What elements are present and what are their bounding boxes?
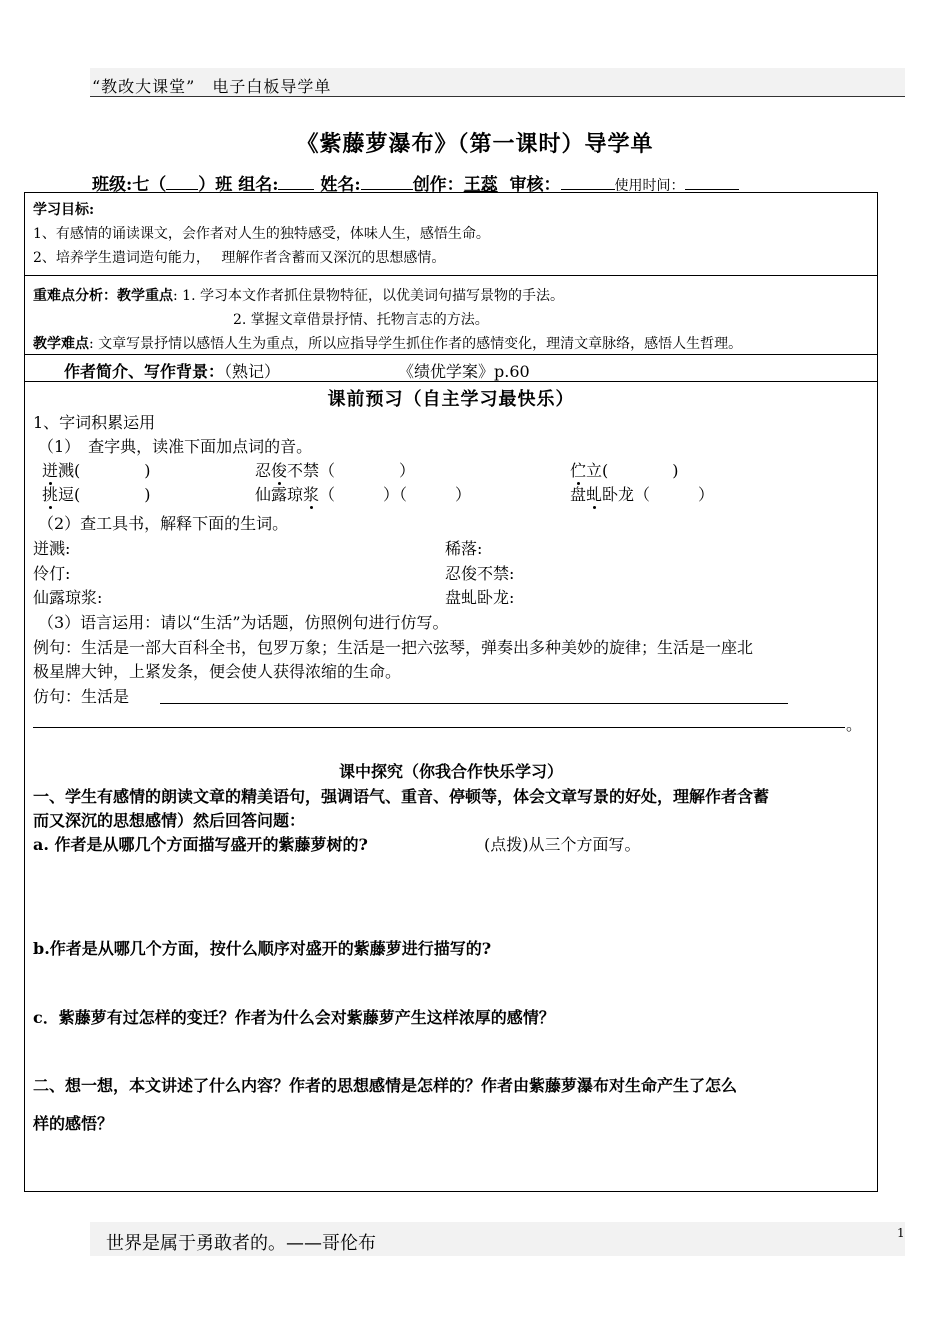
objectives-heading: 学习目标: (33, 202, 95, 218)
word-item-6: 盘虬卧龙（ ） (570, 485, 715, 504)
row-divider (24, 275, 878, 276)
preview-title: 课前预习（自主学习最快乐） (327, 389, 575, 410)
def-item-4: 忍俊不禁: (445, 564, 515, 583)
author-value: 王蕊 (463, 175, 498, 195)
review-blank[interactable] (561, 173, 615, 190)
time-blank[interactable] (685, 173, 739, 190)
imitate-fill-line-2[interactable] (33, 727, 845, 728)
class-blank[interactable] (166, 173, 198, 190)
key-point-1: : 1. 学习本文作者抓住景物特征，以优美词句描写景物的手法。 (173, 288, 564, 304)
preview-section-1-3: （3）语言运用：请以“生活”为话题，仿照例句进行仿写。 (38, 613, 449, 632)
word-item-2: 忍俊不禁（ ） (255, 461, 416, 480)
question-a: a. 作者是从哪几个方面描写盛开的紫藤萝树的? (33, 835, 368, 854)
footer-quote: 世界是属于勇敢者的。——哥伦布 (106, 1233, 376, 1254)
question-b: b.作者是从哪几个方面，按什么顺序对盛开的紫藤萝进行描写的? (33, 939, 492, 958)
explore-title: 课中探究（你我合作快乐学习） (338, 762, 563, 781)
example-line-2: 极星牌大钟，上紧发条，便会使人获得浓缩的生命。 (33, 662, 402, 681)
def-item-5: 仙露琼浆: (33, 588, 103, 607)
objective-item-2: 2、培养学生遣词造句能力， 理解作者含蓄而又深沉的思想感情。 (33, 250, 446, 266)
key-points-row-1 (33, 285, 564, 305)
difficulty-text: : 文章写景抒情以感悟人生为重点，所以应指导学生抓住作者的感情变化，理清文章脉络，感悟人生哲理。 (89, 336, 743, 352)
word-item-4: 挑逗( ) (42, 485, 151, 504)
group-label: 组名: (238, 175, 279, 195)
question-2-line-2: 样的感悟？ (33, 1114, 114, 1133)
def-item-6: 盘虬卧龙: (445, 588, 515, 607)
question-1-line-2: 而又深沉的思想感情）然后回答问题： (33, 811, 306, 830)
word-item-3: 伫立( ) (570, 461, 679, 480)
difficulty-row (33, 333, 742, 353)
imitate-label: 仿句：生活是 (33, 687, 130, 706)
def-item-3: 伶仃: (33, 564, 71, 583)
imitate-period: 。 (846, 715, 863, 734)
author-label: 创作： (412, 175, 464, 195)
def-item-2: 稀落: (445, 539, 483, 558)
question-a-hint: (点拨)从三个方面写。 (484, 835, 641, 854)
question-2-line-1: 二、想一想，本文讲述了什么内容？作者的思想感情是怎样的？作者由紫藤萝瀑布对生命产生了怎么 (33, 1076, 738, 1095)
header-text: “教改大课堂” 电子白板导学单 (92, 77, 332, 96)
question-1-line-1: 一、学生有感情的朗读文章的精美语句，强调语气、重音、停顿等，体会文章写景的好处，理解作者含蓄 (33, 787, 770, 806)
page-title: 《紫藤萝瀑布》（第一课时）导学单 (296, 131, 654, 157)
word-item-1: 迸溅( ) (42, 461, 151, 480)
preview-section-1-2: （2）查工具书，解释下面的生词。 (38, 514, 289, 533)
difficulty-heading: 教学难点 (33, 336, 89, 352)
page-number: 1 (897, 1226, 905, 1240)
time-label: 使用时间： (614, 178, 685, 194)
class-suffix: ）班 (198, 175, 233, 195)
preview-section-1-1: （1） 查字典，读准下面加点词的音。 (38, 437, 313, 456)
example-line-1: 例句：生活是一部大百科全书，包罗万象；生活是一把六弦琴，弹奏出多种美妙的旋律；生活是一座北 (33, 638, 754, 657)
name-label: 姓名: (320, 175, 361, 195)
key-point-2: 2. 掌握文章借景抒情、托物言志的方法。 (233, 312, 489, 328)
review-label: 审核： (509, 175, 561, 195)
preview-section-1: 1、字词积累运用 (33, 413, 156, 432)
background-heading: 作者简介、写作背景： (64, 362, 225, 381)
word-item-5: 仙露琼浆（ ）（ ） (255, 485, 472, 504)
background-row (64, 359, 280, 382)
imitate-fill-line-1[interactable] (160, 703, 788, 704)
background-ref: 《绩优学案》p.60 (398, 362, 530, 381)
row-divider (24, 354, 878, 355)
def-item-1: 迸溅: (33, 539, 71, 558)
group-blank[interactable] (278, 173, 314, 190)
question-c: c．紫藤萝有过怎样的变迁？作者为什么会对紫藤萝产生这样浓厚的感情？ (33, 1008, 555, 1027)
name-blank[interactable] (361, 173, 413, 190)
background-note: （熟记） (224, 362, 281, 381)
objective-item-1: 1、有感情的诵读课文，会作者对人生的独特感受，体味人生，感悟生命。 (33, 226, 490, 242)
class-label: 班级:七（ (92, 175, 167, 195)
key-points-heading: 重难点分析：教学重点 (33, 288, 173, 304)
